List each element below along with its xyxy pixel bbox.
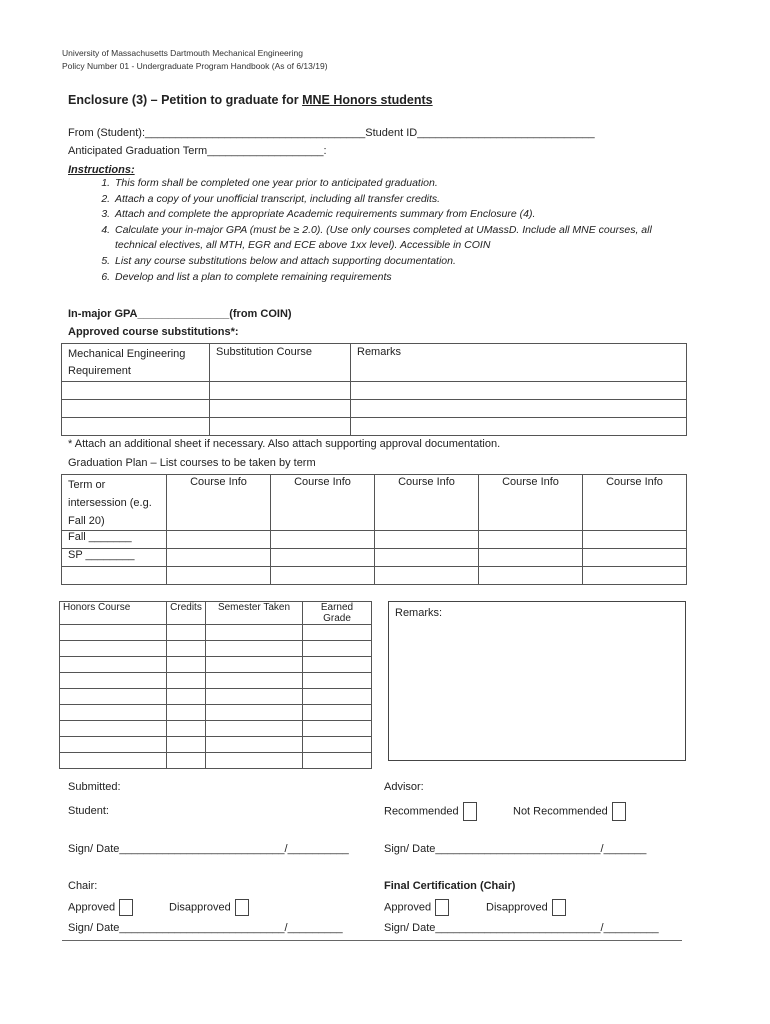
table-cell[interactable] <box>167 657 206 673</box>
table-cell[interactable] <box>583 549 687 567</box>
table-cell[interactable] <box>303 689 372 705</box>
disapproved-checkbox[interactable] <box>552 899 566 916</box>
table-cell[interactable] <box>206 753 303 769</box>
table-cell[interactable] <box>351 400 687 418</box>
table-cell[interactable] <box>303 737 372 753</box>
approved-checkbox[interactable] <box>119 899 133 916</box>
table-cell[interactable] <box>210 418 351 436</box>
subs-header-substitution: Substitution Course <box>210 344 351 382</box>
table-cell[interactable] <box>60 625 167 641</box>
graduation-plan-table <box>61 474 687 585</box>
table-cell[interactable] <box>167 531 271 549</box>
table-cell[interactable] <box>271 567 375 585</box>
final-certification-label: Final Certification (Chair) <box>384 880 516 892</box>
student-label: Student: <box>68 805 109 817</box>
table-cell[interactable] <box>60 673 167 689</box>
table-cell[interactable] <box>479 567 583 585</box>
plan-header-course-info: Course Info <box>375 475 479 531</box>
subs-header-remarks: Remarks <box>351 344 687 382</box>
plan-term-fall[interactable]: Fall _______ <box>62 531 167 549</box>
table-cell[interactable] <box>479 531 583 549</box>
chair-sign-date-field[interactable]: Sign/ Date___________________________/_________ <box>68 922 343 934</box>
disapproved-label: Disapproved <box>169 901 231 914</box>
chair-approved-option[interactable] <box>68 899 133 916</box>
instructions-heading: Instructions: <box>68 164 135 176</box>
table-cell[interactable] <box>167 737 206 753</box>
gpa-field[interactable]: In-major GPA_______________(from COIN) <box>68 308 292 320</box>
table-cell[interactable] <box>303 673 372 689</box>
student-sign-date-field[interactable]: Sign/ Date___________________________/__________ <box>68 843 349 855</box>
table-cell[interactable] <box>351 382 687 400</box>
honors-header-credits: Credits <box>167 602 206 625</box>
from-student-field[interactable]: From (Student):____________________________________Student ID_____________________________ <box>68 127 595 139</box>
table-cell[interactable] <box>167 721 206 737</box>
table-cell[interactable] <box>167 753 206 769</box>
plan-header-term: Term or intersession (e.g. Fall 20) <box>62 475 167 531</box>
substitutions-heading: Approved course substitutions*: <box>68 326 239 338</box>
substitutions-table <box>61 343 687 436</box>
table-cell[interactable] <box>167 549 271 567</box>
table-cell[interactable] <box>60 657 167 673</box>
table-cell[interactable] <box>303 721 372 737</box>
table-cell[interactable] <box>351 418 687 436</box>
handbook-header-line1: University of Massachusetts Dartmouth Mechanical Engineering <box>62 48 303 58</box>
table-cell[interactable] <box>271 531 375 549</box>
table-cell[interactable] <box>167 567 271 585</box>
table-cell[interactable] <box>479 549 583 567</box>
instructions-list <box>68 176 683 285</box>
bottom-divider <box>62 940 682 941</box>
plan-term-sp[interactable]: SP ________ <box>62 549 167 567</box>
table-cell[interactable] <box>60 705 167 721</box>
table-cell[interactable] <box>375 549 479 567</box>
table-cell[interactable] <box>206 721 303 737</box>
table-cell[interactable] <box>206 737 303 753</box>
instruction-item: 3. Attach and complete the appropriate Academic requirements summary from Enclosure (4). <box>113 207 683 223</box>
table-cell[interactable] <box>60 641 167 657</box>
table-cell[interactable] <box>583 567 687 585</box>
approved-label: Approved <box>384 901 432 914</box>
plan-header-course-info: Course Info <box>479 475 583 531</box>
table-cell[interactable] <box>206 641 303 657</box>
table-cell[interactable] <box>167 641 206 657</box>
plan-header-course-info: Course Info <box>167 475 271 531</box>
table-cell[interactable] <box>375 567 479 585</box>
title-underlined: MNE Honors students <box>302 93 433 107</box>
approved-label: Approved <box>68 901 116 914</box>
advisor-sign-date-field[interactable]: Sign/ Date___________________________/_______ <box>384 843 647 855</box>
not-recommended-checkbox[interactable] <box>612 802 626 821</box>
table-cell[interactable] <box>303 705 372 721</box>
instruction-item: 4. Calculate your in-major GPA (must be ≥ 2.0). (Use only courses completed at UMassD. Include all MNE courses, all technical electives, all MTH, EGR and ECE above 1xx level). Accessible in COIN <box>113 223 683 254</box>
recommended-checkbox[interactable] <box>463 802 477 821</box>
table-cell[interactable] <box>62 382 210 400</box>
table-cell[interactable] <box>206 657 303 673</box>
table-cell[interactable] <box>167 625 206 641</box>
table-cell[interactable] <box>62 400 210 418</box>
not-recommended-label: Not Recommended <box>513 805 608 818</box>
remarks-label: Remarks: <box>395 607 443 619</box>
final-approved-option[interactable] <box>384 899 449 916</box>
table-cell[interactable] <box>60 737 167 753</box>
disapproved-label: Disapproved <box>486 901 548 914</box>
honors-header-course: Honors Course <box>60 602 167 625</box>
plan-header-course-info: Course Info <box>271 475 375 531</box>
not-recommended-option[interactable] <box>513 802 626 821</box>
approved-checkbox[interactable] <box>435 899 449 916</box>
graduation-plan-heading: Graduation Plan – List courses to be taken by term <box>68 457 316 469</box>
table-cell[interactable] <box>375 531 479 549</box>
table-cell[interactable] <box>206 673 303 689</box>
table-cell[interactable] <box>303 657 372 673</box>
table-cell[interactable] <box>206 625 303 641</box>
table-cell[interactable] <box>62 418 210 436</box>
chair-disapproved-option[interactable] <box>169 899 249 916</box>
honors-header-semester: Semester Taken <box>206 602 303 625</box>
graduation-term-field[interactable]: Anticipated Graduation Term___________________: <box>68 145 327 157</box>
table-cell[interactable] <box>167 705 206 721</box>
honors-course-table <box>59 601 372 769</box>
table-cell[interactable] <box>271 549 375 567</box>
handbook-header-line2: Policy Number 01 - Undergraduate Program Handbook (As of 6/13/19) <box>62 61 328 71</box>
table-cell[interactable] <box>60 721 167 737</box>
remarks-box[interactable] <box>388 601 686 761</box>
table-cell[interactable] <box>62 567 167 585</box>
page-title <box>68 93 433 107</box>
honors-header-grade: Earned Grade <box>303 602 372 625</box>
chair-label: Chair: <box>68 880 98 892</box>
submitted-label: Submitted: <box>68 781 121 793</box>
plan-header-course-info: Course Info <box>583 475 687 531</box>
table-cell[interactable] <box>60 753 167 769</box>
instruction-item: 6. Develop and list a plan to complete remaining requirements <box>113 270 683 286</box>
final-sign-date-field[interactable]: Sign/ Date___________________________/_________ <box>384 922 659 934</box>
table-cell[interactable] <box>210 382 351 400</box>
table-cell[interactable] <box>167 689 206 705</box>
table-cell[interactable] <box>60 689 167 705</box>
recommended-option[interactable] <box>384 802 477 821</box>
subs-header-requirement: Mechanical Engineering Requirement <box>62 344 210 382</box>
attach-note: * Attach an additional sheet if necessary. Also attach supporting approval documentation. <box>68 438 501 450</box>
table-cell[interactable] <box>303 641 372 657</box>
disapproved-checkbox[interactable] <box>235 899 249 916</box>
table-cell[interactable] <box>583 531 687 549</box>
instruction-item: 1. This form shall be completed one year prior to anticipated graduation. <box>113 176 683 192</box>
table-cell[interactable] <box>303 625 372 641</box>
table-cell[interactable] <box>303 753 372 769</box>
title-prefix: Enclosure (3) – Petition to graduate for <box>68 93 303 107</box>
table-cell[interactable] <box>210 400 351 418</box>
table-cell[interactable] <box>206 705 303 721</box>
table-cell[interactable] <box>206 689 303 705</box>
instruction-item: 2. Attach a copy of your unofficial transcript, including all transfer credits. <box>113 192 683 208</box>
instruction-item: 5. List any course substitutions below and attach supporting documentation. <box>113 254 683 270</box>
final-disapproved-option[interactable] <box>486 899 566 916</box>
advisor-label: Advisor: <box>384 781 424 793</box>
recommended-label: Recommended <box>384 805 459 818</box>
table-cell[interactable] <box>167 673 206 689</box>
